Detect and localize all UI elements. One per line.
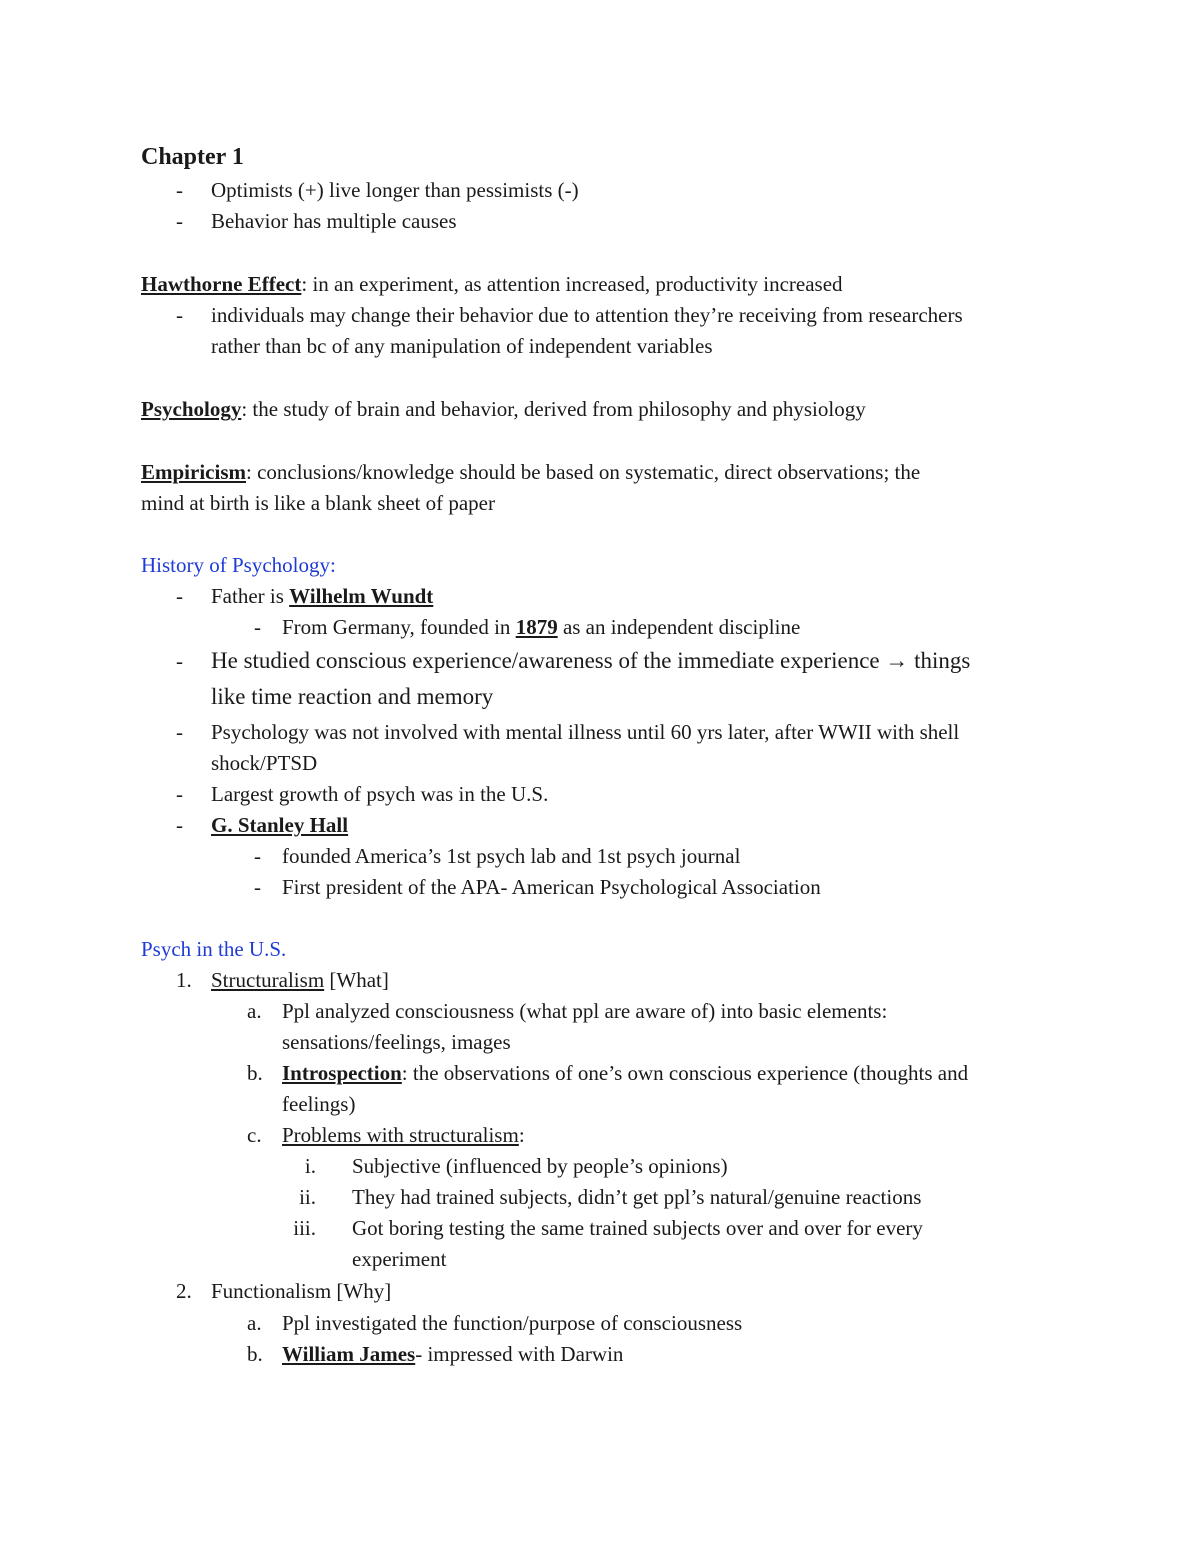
father-name: Wilhelm Wundt [289, 584, 434, 608]
structuralism-b-line2: feelings) [282, 1092, 356, 1116]
history-studied-line2: like time reaction and memory [211, 684, 494, 709]
germany-prefix: From Germany, founded in [282, 615, 516, 639]
hawthorne-def: : in an experiment, as attention increased, productivity increased [301, 272, 843, 296]
hall-name: G. Stanley Hall [211, 813, 349, 837]
bullet-dash: - [176, 813, 183, 837]
bullet-dash: - [176, 303, 183, 327]
list-letter: c. [247, 1123, 262, 1147]
hawthorne-definition [141, 269, 843, 300]
structuralism-tag: [What] [324, 968, 389, 992]
bullet-dash: - [176, 720, 183, 744]
problems-colon: : [518, 1123, 525, 1147]
structuralism-c [282, 1120, 525, 1151]
problem-iii-line1: Got boring testing the same trained subjects over and over for every [352, 1216, 923, 1240]
structuralism-item [211, 965, 389, 996]
problem-iii-line2: experiment [352, 1247, 447, 1271]
problem-i: Subjective (influenced by people’s opinions) [352, 1154, 728, 1178]
list-letter: b. [247, 1061, 263, 1085]
germany-suffix: as an independent discipline [557, 615, 801, 639]
list-letter: a. [247, 999, 262, 1023]
hawthorne-term: Hawthorne Effect [141, 272, 302, 296]
functionalism-b [282, 1339, 623, 1370]
bullet-dash: - [176, 584, 183, 608]
structuralism-a-line1: Ppl analyzed consciousness (what ppl are aware of) into basic elements: [282, 999, 888, 1023]
chapter-title: Chapter 1 [141, 144, 244, 170]
functionalism-a: Ppl investigated the function/purpose of consciousness [282, 1311, 743, 1335]
structuralism-a-line2: sensations/feelings, images [282, 1030, 511, 1054]
list-number: 1. [176, 968, 192, 992]
father-prefix: Father is [211, 584, 290, 608]
bullet-dash: - [254, 615, 261, 639]
history-illness-line2: shock/PTSD [211, 751, 318, 775]
intro-bullet-1: Optimists (+) live longer than pessimists (-) [211, 178, 579, 202]
bullet-dash: - [176, 209, 183, 233]
psychology-term: Psychology [141, 397, 242, 421]
functionalism-item: Functionalism [Why] [211, 1279, 392, 1303]
list-roman: i. [304, 1154, 316, 1178]
history-growth: Largest growth of psych was in the U.S. [211, 782, 549, 806]
history-illness-line1: Psychology was not involved with mental illness until 60 yrs later, after WWII with shell [211, 720, 960, 744]
bullet-dash: - [254, 875, 261, 899]
introspection-def: : the observations of one’s own conscious experience (thoughts and [401, 1061, 969, 1085]
empiricism-term: Empiricism [141, 460, 246, 484]
bullet-dash: - [176, 178, 183, 202]
problem-ii: They had trained subjects, didn’t get ppl’s natural/genuine reactions [352, 1185, 922, 1209]
hall-item-1: founded America’s 1st psych lab and 1st psych journal [282, 844, 741, 868]
william-james-name: William James [282, 1342, 416, 1366]
history-heading: History of Psychology: [141, 553, 336, 577]
list-letter: a. [247, 1311, 262, 1335]
list-roman: iii. [293, 1216, 316, 1240]
psychology-definition [141, 394, 866, 425]
germany-year: 1879 [515, 615, 558, 639]
bullet-dash: - [254, 844, 261, 868]
bullet-dash: - [176, 782, 183, 806]
list-roman: ii. [299, 1185, 316, 1209]
introspection-term: Introspection [282, 1061, 402, 1085]
structuralism-b-line1 [282, 1058, 968, 1089]
hawthorne-bullet-line1: individuals may change their behavior due to attention they’re receiving from researchers [211, 303, 963, 327]
hall-item-2: First president of the APA- American Psychological Association [282, 875, 821, 899]
empiricism-def-line2: mind at birth is like a blank sheet of paper [141, 491, 495, 515]
structuralism-name: Structuralism [211, 968, 325, 992]
list-number: 2. [176, 1279, 192, 1303]
us-heading: Psych in the U.S. [141, 937, 287, 961]
history-studied-line1: He studied conscious experience/awareness of the immediate experience → things [211, 648, 971, 673]
empiricism-definition [141, 457, 920, 488]
hawthorne-bullet-line2: rather than bc of any manipulation of independent variables [211, 334, 713, 358]
history-germany [282, 612, 800, 643]
intro-bullet-2: Behavior has multiple causes [211, 209, 457, 233]
william-james-note: - impressed with Darwin [415, 1342, 624, 1366]
list-letter: b. [247, 1342, 263, 1366]
psychology-def: : the study of brain and behavior, derived from philosophy and physiology [241, 397, 866, 421]
bullet-dash: - [176, 649, 183, 673]
empiricism-def-line1: : conclusions/knowledge should be based on systematic, direct observations; the [246, 460, 921, 484]
problems-heading: Problems with structuralism [282, 1123, 519, 1147]
history-father [211, 581, 433, 612]
